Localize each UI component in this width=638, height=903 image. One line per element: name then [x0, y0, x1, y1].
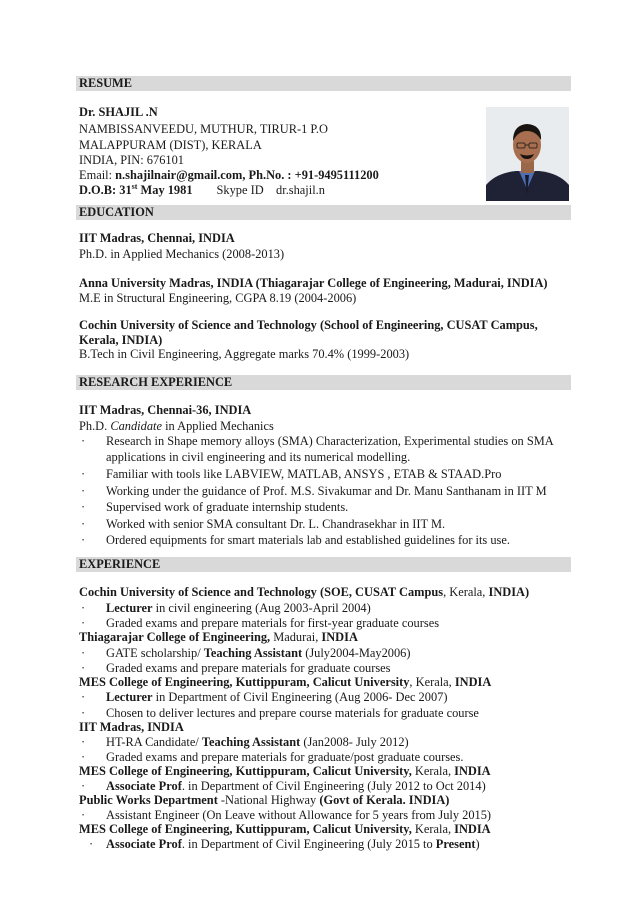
- research-bullet-item: Worked with senior SMA consultant Dr. L. Chandrasekhar in IIT M.: [106, 517, 446, 531]
- experience-bullet-item: Graded exams and prepare materials for graduate courses: [106, 661, 391, 675]
- experience-bullet-item: Chosen to deliver lectures and prepare course materials for graduate course: [106, 706, 479, 720]
- employer-division: -National Highway: [217, 793, 320, 807]
- experience-bullet-item: [106, 735, 409, 750]
- job-detail: (Jan2008- July 2012): [300, 735, 409, 749]
- bullet: ·: [81, 533, 86, 547]
- bullet: ·: [81, 484, 86, 498]
- bullet: ·: [81, 779, 86, 793]
- dob-line: [79, 183, 325, 198]
- education-degree: M.E in Structural Engineering, CGPA 8.19 (2004-2006): [79, 291, 357, 305]
- job-title: Teaching Assistant: [203, 646, 303, 660]
- employer-mes: [79, 822, 491, 837]
- job-title: Teaching Assistant: [201, 735, 301, 749]
- employer-location: Kerala,: [411, 822, 455, 836]
- bullet: ·: [81, 467, 86, 481]
- email-link[interactable]: n.shajilnair@gmail.com: [115, 168, 243, 182]
- job-detail: in Department of Civil Engineering (Aug 2006- Dec 2007): [152, 690, 448, 704]
- research-role-candidate: Candidate: [110, 419, 162, 433]
- employer-iitm: IIT Madras, INDIA: [79, 720, 184, 734]
- job-detail: (July2004-May2006): [302, 646, 411, 660]
- profile-photo: [486, 107, 569, 201]
- employer-name: Public Works Department: [79, 793, 218, 807]
- research-bullet-item: Ordered equipments for smart materials lab and established guidelines for its use.: [106, 533, 510, 547]
- research-bullet-item-cont: applications in civil engineering and its numerical modelling.: [106, 450, 411, 464]
- research-bullet-item: Research in Shape memory alloys (SMA) Characterization, Experimental studies on SMA: [106, 434, 554, 448]
- dob-month-year: May 1981: [137, 183, 193, 197]
- education-institution-cont: Kerala, INDIA): [79, 333, 163, 347]
- job-prefix: HT-RA Candidate/: [106, 735, 202, 749]
- employer-name: Cochin University of Science and Technology (SOE, CUSAT Campus: [79, 585, 444, 599]
- employer-country: INDIA: [321, 630, 358, 644]
- experience-bullet-item: [106, 646, 411, 661]
- phone-number: , Ph.No. : +91-9495111200: [242, 168, 379, 182]
- experience-bullet-item: [106, 837, 480, 852]
- address-line-3: INDIA, PIN: 676101: [79, 153, 184, 167]
- employer-location: Kerala,: [411, 764, 455, 778]
- experience-bullet-item: [106, 690, 447, 705]
- dob-suffix: st: [131, 181, 138, 191]
- employer-location: Madurai,: [270, 630, 322, 644]
- experience-bullet-item: [106, 779, 486, 794]
- job-present: Present: [435, 837, 476, 851]
- job-prefix: GATE scholarship/: [106, 646, 204, 660]
- employer-location: , Kerala,: [443, 585, 489, 599]
- employer-name: MES College of Engineering, Kuttippuram, Calicut University,: [79, 764, 412, 778]
- employer-name: Thiagarajar College of Engineering,: [79, 630, 271, 644]
- bullet: ·: [81, 646, 86, 660]
- section-header-research: RESEARCH EXPERIENCE: [76, 375, 571, 390]
- dob-label: D.O.B: 31: [79, 183, 132, 197]
- skype-id: Skype ID dr.shajil.n: [216, 183, 325, 197]
- employer-mes: [79, 675, 491, 690]
- research-bullet-item: Familiar with tools like LABVIEW, MATLAB, ANSYS , ETAB & STAAD.Pro: [106, 467, 502, 481]
- research-bullet-item: Supervised work of graduate internship students.: [106, 500, 349, 514]
- research-bullet-item: Working under the guidance of Prof. M.S. Sivakumar and Dr. Manu Santhanam in IIT M: [106, 484, 547, 498]
- education-institution: Cochin University of Science and Technology (School of Engineering, CUSAT Campus,: [79, 318, 538, 332]
- research-institution: IIT Madras, Chennai-36, INDIA: [79, 403, 252, 417]
- section-header-education: EDUCATION: [76, 205, 571, 220]
- employer-mes: [79, 764, 491, 779]
- address-line-1: NAMBISSANVEEDU, MUTHUR, TIRUR-1 P.O: [79, 122, 328, 136]
- experience-bullet-item: Assistant Engineer (On Leave without Allowance for 5 years from July 2015): [106, 808, 492, 822]
- research-role-degree: Ph.D.: [79, 419, 111, 433]
- bullet: ·: [81, 661, 86, 675]
- job-title: Associate Prof: [106, 779, 182, 793]
- experience-bullet-item: [106, 601, 371, 616]
- employer-tce: [79, 630, 358, 645]
- education-institution: Anna University Madras, INDIA (Thiagarajar College of Engineering, Madurai, INDIA): [79, 276, 548, 290]
- employer-country: INDIA): [488, 585, 530, 599]
- job-detail: in civil engineering (Aug 2003-April 2004): [152, 601, 371, 615]
- bullet: ·: [81, 808, 86, 822]
- bullet: ·: [81, 500, 86, 514]
- employer-country: INDIA: [454, 764, 491, 778]
- job-detail: . in Department of Civil Engineering (July 2015 to: [181, 837, 436, 851]
- candidate-name: Dr. SHAJIL .N: [79, 105, 158, 119]
- bullet: ·: [81, 601, 86, 615]
- bullet: ·: [81, 690, 86, 704]
- employer-name: MES College of Engineering, Kuttippuram, Calicut University: [79, 675, 410, 689]
- education-institution: IIT Madras, Chennai, INDIA: [79, 231, 235, 245]
- bullet: ·: [81, 735, 86, 749]
- education-degree: Ph.D. in Applied Mechanics (2008-2013): [79, 247, 285, 261]
- research-role-field: in Applied Mechanics: [161, 419, 274, 433]
- experience-bullet-item: Graded exams and prepare materials for first-year graduate courses: [106, 616, 440, 630]
- research-role: [79, 419, 274, 434]
- bullet: ·: [81, 517, 86, 531]
- address-line-2: MALAPPURAM (DIST), KERALA: [79, 138, 262, 152]
- employer-country: INDIA: [454, 822, 491, 836]
- employer-location: , Kerala,: [409, 675, 455, 689]
- job-title: Lecturer: [106, 601, 153, 615]
- job-detail-end: ): [475, 837, 480, 851]
- section-header-resume: RESUME: [76, 76, 571, 91]
- job-title: Lecturer: [106, 690, 153, 704]
- experience-bullet-item: Graded exams and prepare materials for graduate/post graduate courses.: [106, 750, 464, 764]
- email-label: Email:: [79, 168, 116, 182]
- education-degree: B.Tech in Civil Engineering, Aggregate marks 70.4% (1999-2003): [79, 347, 410, 361]
- employer-country: INDIA: [454, 675, 492, 689]
- job-title: Associate Prof: [106, 837, 182, 851]
- bullet: ·: [81, 434, 86, 448]
- bullet: ·: [81, 616, 86, 630]
- section-header-experience: EXPERIENCE: [76, 557, 571, 572]
- job-detail: . in Department of Civil Engineering (July 2012 to Oct 2014): [181, 779, 486, 793]
- employer-pwd: [79, 793, 449, 808]
- bullet: ·: [89, 837, 94, 851]
- bullet: ·: [81, 750, 86, 764]
- contact-line: [79, 168, 379, 183]
- bullet: ·: [81, 706, 86, 720]
- employer-name: MES College of Engineering, Kuttippuram, Calicut University,: [79, 822, 412, 836]
- employer-cusat: [79, 585, 529, 600]
- employer-country: (Govt of Kerala. INDIA): [319, 793, 450, 807]
